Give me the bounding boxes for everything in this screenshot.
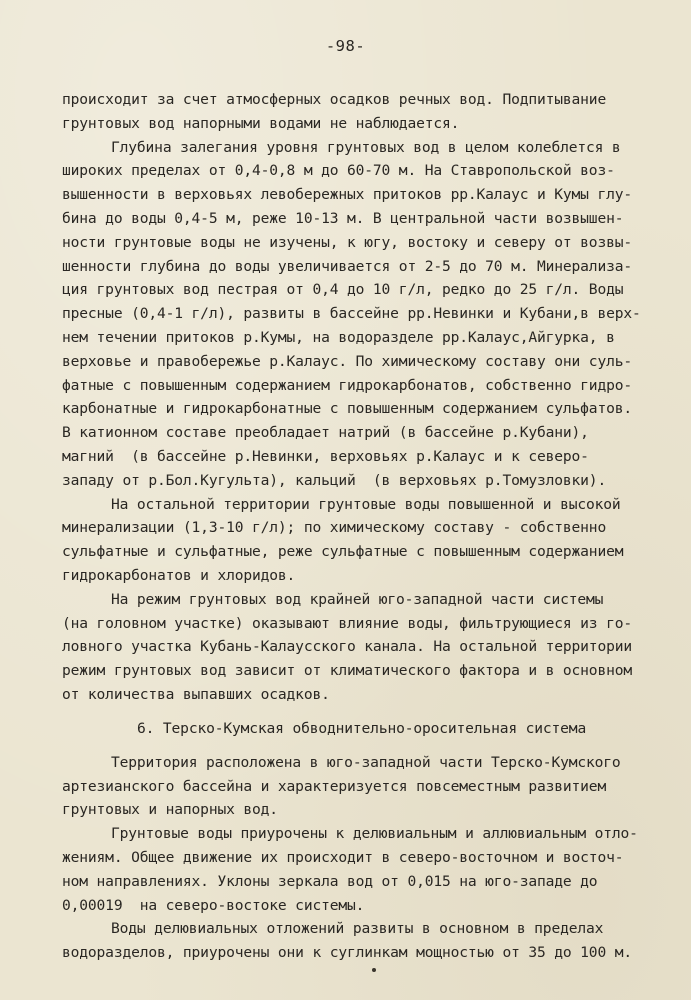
text-line: Глубина залегания уровня грунтовых вод в целом колеблется в [111,139,621,156]
text-line: карбонатные и гидрокарбонатные с повышенным содержанием сульфатов. [62,400,632,417]
text-line: артезианского бассейна и характеризуется повсеместным развитием [62,778,607,795]
text-line: минерализации (1,3-10 г/л); по химическому составу - собственно [62,519,607,536]
text-line: На режим грунтовых вод крайней юго-западной части системы [111,591,604,608]
text-line: ция грунтовых вод пестрая от 0,4 до 10 г/л, редко до 25 г/л. Воды [62,281,624,298]
text-line: нем течении притоков р.Кумы, на водоразделе рр.Калаус,Айгурка, в [62,329,615,346]
text-line: грунтовых вод напорными водами не наблюдается. [62,115,460,132]
text-line: жениям. Общее движение их происходит в северо-восточном и восточ- [62,849,624,866]
text-line: гидрокарбонатов и хлоридов. [62,567,296,584]
text-line: сульфатные и сульфатные, реже сульфатные с повышенным содержанием [62,543,624,560]
text-line: режим грунтовых вод зависит от климатического фактора и в основном [62,662,632,679]
page-number: -98- [325,37,366,55]
text-line: фатные с повышенным содержанием гидрокарбонатов, собственно гидро- [62,377,632,394]
text-line: пресные (0,4-1 г/л), развиты в бассейне рр.Невинки и Кубани,в верх- [62,305,641,322]
text-line: верховье и правобережье р.Калаус. По химическому составу они суль- [62,353,632,370]
text-line: магний (в бассейне р.Невинки, верховьях р.Калаус и к северо- [62,448,589,465]
text-line: На остальной территории грунтовые воды повышенной и высокой [111,496,621,513]
ink-dot [372,968,376,972]
text-line: грунтовых и напорных вод. [62,801,278,818]
section-heading: 6. Терско-Кумская обводнительно-оросительная система [137,720,587,737]
text-line: ном направлениях. Уклоны зеркала вод от 0,015 на юго-западе до [62,873,598,890]
text-line: Воды делювиальных отложений развиты в основном в пределах [111,920,604,937]
text-line: ловного участка Кубань-Калаусского канала. На остальной территории [62,638,632,655]
text-line: шенности глубина до воды увеличивается от 2-5 до 70 м. Минерализа- [62,258,632,275]
text-line: происходит за счет атмосферных осадков речных вод. Подпитывание [62,91,607,108]
text-line: вышенности в верховьях левобережных притоков рр.Калаус и Кумы глу- [62,186,632,203]
text-line: 0,00019 на северо-востоке системы. [62,897,365,914]
text-line: (на головном участке) оказывают влияние воды, фильтрующиеся из го- [62,615,632,632]
text-line: западу от р.Бол.Кугульта), кальций (в верховьях р.Томузловки). [62,472,607,489]
text-line: от количества выпавших осадков. [62,686,330,703]
text-line: Территория расположена в юго-западной части Терско-Кумского [111,754,621,771]
text-line: ности грунтовые воды не изучены, к югу, востоку и северу от возвы- [62,234,632,251]
text-line: Грунтовые воды приурочены к делювиальным и аллювиальным отло- [111,825,638,842]
text-line: широких пределах от 0,4-0,8 м до 60-70 м. На Ставропольской воз- [62,162,615,179]
text-line: водоразделов, приурочены они к суглинкам мощностью от 35 до 100 м. [62,944,632,961]
text-line: В катионном составе преобладает натрий (в бассейне р.Кубани), [62,424,589,441]
text-line: бина до воды 0,4-5 м, реже 10-13 м. В центральной части возвышен- [62,210,624,227]
